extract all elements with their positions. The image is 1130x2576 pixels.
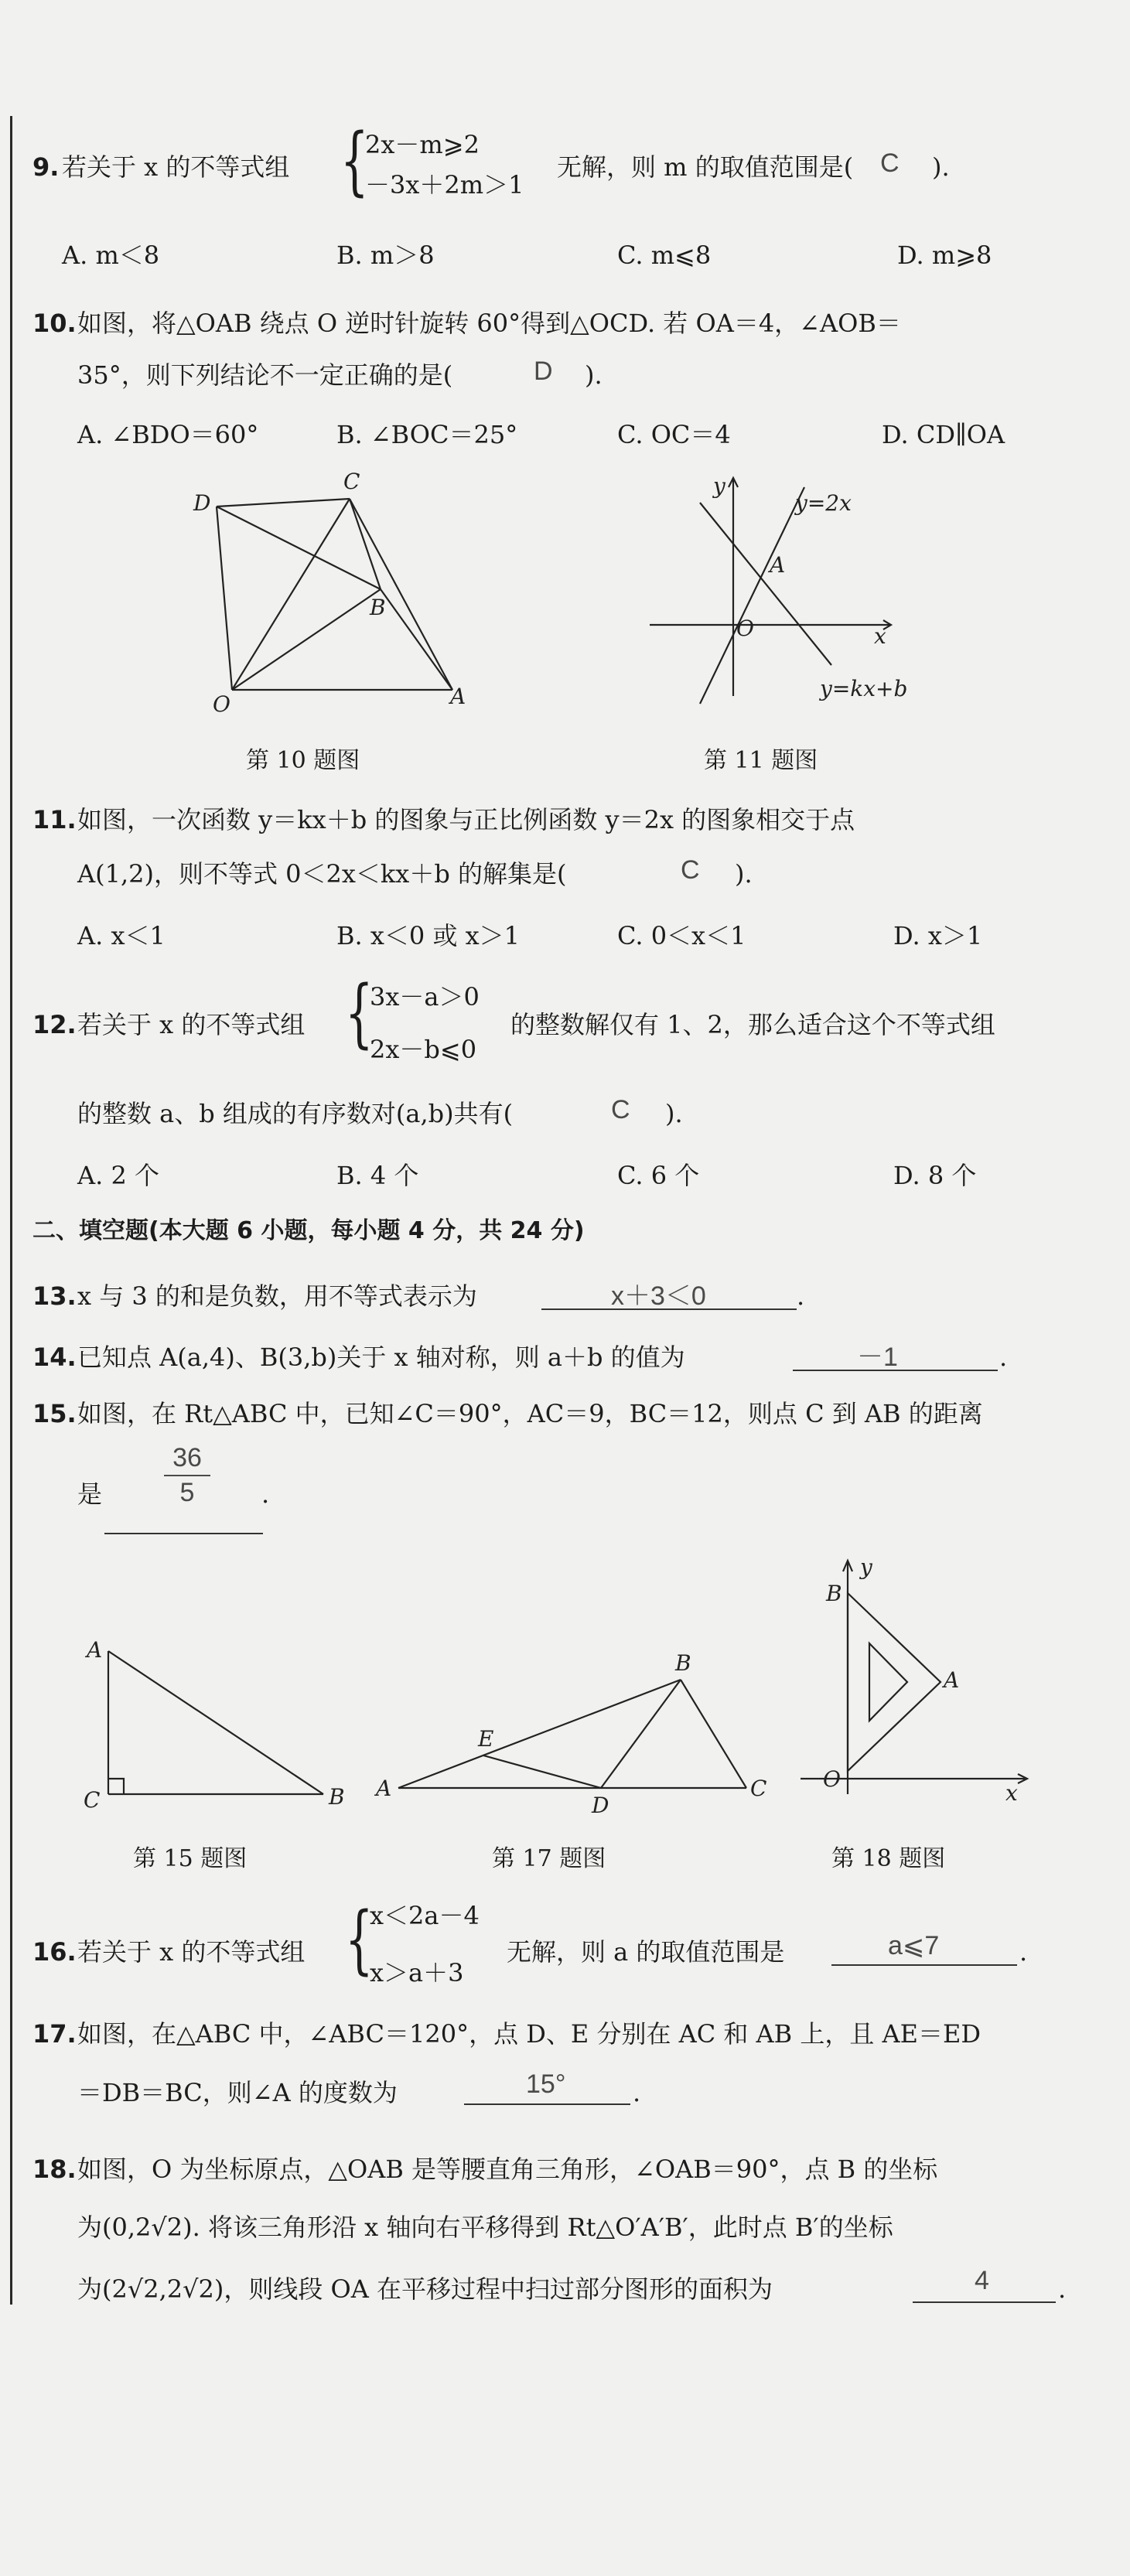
q11-option-a: A. x＜1 bbox=[77, 921, 166, 950]
q17-line2: ＝DB＝BC，则∠A 的度数为 bbox=[77, 2078, 398, 2107]
fig11-label-y2x: y=2x bbox=[795, 490, 852, 516]
q12-option-b: B. 4 个 bbox=[336, 1161, 419, 1190]
q12-stem: 若关于 x 的不等式组 bbox=[77, 1010, 306, 1039]
q10-line2: 35°，则下列结论不一定正确的是( bbox=[77, 360, 453, 390]
fig11-label-o: O bbox=[736, 616, 754, 641]
q18-number: 18. bbox=[32, 2155, 77, 2184]
q17-line1: 如图，在△ABC 中，∠ABC＝120°，点 D、E 分别在 AC 和 AB 上，且 AE＝ED bbox=[77, 2019, 981, 2049]
q14-blank bbox=[793, 1370, 998, 1371]
q12-option-a: A. 2 个 bbox=[77, 1161, 159, 1190]
q15-line1: 如图，在 Rt△ABC 中，已知∠C＝90°，AC＝9，BC＝12，则点 C 到 AB 的距离 bbox=[77, 1399, 983, 1428]
fig18-label-a: A bbox=[944, 1667, 960, 1693]
fig18-label-o: O bbox=[823, 1766, 841, 1792]
q12-line2: 的整数 a、b 组成的有序数对(a,b)共有( bbox=[77, 1099, 514, 1128]
q13-number: 13. bbox=[32, 1281, 77, 1311]
q17-end: . bbox=[633, 2078, 641, 2107]
q18-line3: 为(2√2,2√2)，则线段 OA 在平移过程中扫过部分图形的面积为 bbox=[77, 2274, 773, 2304]
figure-17 bbox=[371, 1647, 789, 1825]
fig11-caption: 第 11 题图 bbox=[704, 747, 818, 774]
fig11-label-x: x bbox=[874, 623, 886, 649]
q10-option-d: D. CD∥OA bbox=[882, 420, 1005, 449]
q11-answer: C bbox=[681, 855, 700, 885]
q18-line1: 如图，O 为坐标原点，△OAB 是等腰直角三角形，∠OAB＝90°，点 B 的坐标 bbox=[77, 2155, 938, 2184]
q16-system-line1: x＜2a－4 bbox=[370, 1901, 480, 1930]
section-2-heading: 二、填空题(本大题 6 小题，每小题 4 分，共 24 分) bbox=[32, 1217, 585, 1244]
fig11-label-a: A bbox=[770, 552, 786, 578]
q15-end: . bbox=[261, 1479, 270, 1509]
fig15-label-c: C bbox=[84, 1787, 101, 1813]
q18-line2: 为(0,2√2). 将该三角形沿 x 轴向右平移得到 Rt△O′A′B′，此时点 B′的坐标 bbox=[77, 2213, 893, 2242]
q17-number: 17. bbox=[32, 2019, 77, 2049]
fig17-caption: 第 17 题图 bbox=[492, 1845, 606, 1872]
q10-option-a: A. ∠BDO＝60° bbox=[77, 420, 259, 449]
q9-number: 9. bbox=[32, 152, 60, 182]
q16-blank bbox=[831, 1964, 1017, 1966]
figure-11 bbox=[642, 464, 920, 719]
q14-end: . bbox=[999, 1343, 1008, 1372]
q16-answer: a⩽7 bbox=[888, 1931, 940, 1960]
q9-close: ). bbox=[932, 152, 950, 182]
fig10-label-a: A bbox=[450, 684, 466, 709]
q18-answer: 4 bbox=[975, 2266, 989, 2295]
q9-option-c: C. m⩽8 bbox=[617, 241, 712, 270]
fig18-label-x: x bbox=[1005, 1780, 1018, 1806]
fig10-caption: 第 10 题图 bbox=[246, 747, 360, 774]
figure-15 bbox=[77, 1628, 371, 1821]
q9-answer: C bbox=[880, 148, 900, 178]
fig15-label-a: A bbox=[87, 1637, 103, 1663]
q15-fraction-bar bbox=[164, 1475, 210, 1476]
q12-tail: 的整数解仅有 1、2，那么适合这个不等式组 bbox=[510, 1010, 995, 1039]
fig11-label-ykxb: y=kx+b bbox=[820, 676, 908, 701]
q15-answer-numerator: 36 bbox=[172, 1443, 202, 1472]
fig18-caption: 第 18 题图 bbox=[831, 1845, 946, 1872]
fig17-label-d: D bbox=[592, 1793, 609, 1818]
q15-answer-fraction bbox=[164, 1443, 210, 1508]
q10-close: ). bbox=[585, 360, 603, 390]
q16-tail: 无解，则 a 的取值范围是 bbox=[507, 1937, 785, 1967]
q16-stem: 若关于 x 的不等式组 bbox=[77, 1937, 306, 1967]
q11-close: ). bbox=[735, 859, 753, 889]
fig17-label-b: B bbox=[675, 1650, 691, 1676]
q14-text: 已知点 A(a,4)、B(3,b)关于 x 轴对称，则 a＋b 的值为 bbox=[77, 1343, 685, 1372]
q12-system-line2: 2x－b⩽0 bbox=[370, 1035, 477, 1064]
q11-option-c: C. 0＜x＜1 bbox=[617, 921, 746, 950]
q17-blank bbox=[464, 2103, 630, 2105]
q11-option-d: D. x＞1 bbox=[893, 921, 983, 950]
q9-tail: 无解，则 m 的取值范围是( bbox=[557, 152, 854, 182]
q12-option-d: D. 8 个 bbox=[893, 1161, 977, 1190]
margin-rule bbox=[10, 116, 12, 2305]
q13-answer: x＋3＜0 bbox=[611, 1281, 706, 1311]
q16-brace: { bbox=[345, 1896, 374, 1983]
fig17-label-c: C bbox=[750, 1776, 767, 1801]
q16-system-line2: x＞a＋3 bbox=[370, 1958, 464, 1987]
q13-end: . bbox=[797, 1281, 805, 1311]
fig10-label-o: O bbox=[213, 691, 230, 717]
q9-system-line1: 2x－m⩾2 bbox=[365, 130, 480, 159]
q15-answer-denominator: 5 bbox=[179, 1478, 195, 1507]
q12-close: ). bbox=[665, 1099, 683, 1128]
q17-answer: 15° bbox=[526, 2069, 566, 2099]
fig15-label-b: B bbox=[329, 1784, 345, 1810]
q15-number: 15. bbox=[32, 1399, 77, 1428]
q18-end: . bbox=[1058, 2274, 1067, 2304]
q11-option-b: B. x＜0 或 x＞1 bbox=[336, 921, 521, 950]
figure-18 bbox=[789, 1547, 1036, 1810]
q12-option-c: C. 6 个 bbox=[617, 1161, 700, 1190]
q9-option-d: D. m⩾8 bbox=[897, 241, 992, 270]
fig10-label-d: D bbox=[193, 490, 211, 516]
q15-line2: 是 bbox=[77, 1479, 103, 1509]
q10-option-b: B. ∠BOC＝25° bbox=[336, 420, 518, 449]
q11-number: 11. bbox=[32, 805, 77, 834]
q14-answer: －1 bbox=[857, 1343, 898, 1372]
q18-blank bbox=[913, 2301, 1056, 2303]
q12-answer: C bbox=[611, 1095, 630, 1124]
q10-answer: D bbox=[534, 357, 553, 386]
fig11-label-y: y bbox=[713, 473, 725, 499]
q9-brace: { bbox=[340, 118, 369, 204]
q12-system-line1: 3x－a＞0 bbox=[370, 982, 480, 1012]
q12-brace: { bbox=[345, 970, 374, 1056]
q10-line1: 如图，将△OAB 绕点 O 逆时针旋转 60°得到△OCD. 若 OA＝4，∠AOB＝ bbox=[77, 309, 901, 338]
q16-number: 16. bbox=[32, 1937, 77, 1967]
fig18-label-y: y bbox=[860, 1554, 872, 1580]
q9-option-a: A. m＜8 bbox=[62, 241, 160, 270]
figure-10 bbox=[178, 472, 487, 727]
q13-blank bbox=[541, 1308, 797, 1310]
q14-number: 14. bbox=[32, 1343, 77, 1372]
fig10-label-c: C bbox=[343, 472, 360, 494]
q12-number: 12. bbox=[32, 1010, 77, 1039]
q9-stem: 若关于 x 的不等式组 bbox=[62, 152, 290, 182]
fig18-label-b: B bbox=[826, 1581, 842, 1606]
fig17-label-e: E bbox=[478, 1726, 494, 1752]
q15-blank bbox=[104, 1533, 263, 1534]
q16-end: . bbox=[1019, 1937, 1028, 1967]
fig10-label-b: B bbox=[370, 595, 386, 620]
q11-line1: 如图，一次函数 y＝kx＋b 的图象与正比例函数 y＝2x 的图象相交于点 bbox=[77, 805, 855, 834]
fig17-label-a: A bbox=[376, 1776, 392, 1801]
q11-line2: A(1,2)，则不等式 0＜2x＜kx＋b 的解集是( bbox=[77, 859, 567, 889]
q10-option-c: C. OC＝4 bbox=[617, 420, 731, 449]
q10-number: 10. bbox=[32, 309, 77, 338]
q9-option-b: B. m＞8 bbox=[336, 241, 435, 270]
q9-system-line2: －3x＋2m＞1 bbox=[365, 170, 524, 200]
fig15-caption: 第 15 题图 bbox=[133, 1845, 248, 1872]
q13-text: x 与 3 的和是负数，用不等式表示为 bbox=[77, 1281, 477, 1311]
